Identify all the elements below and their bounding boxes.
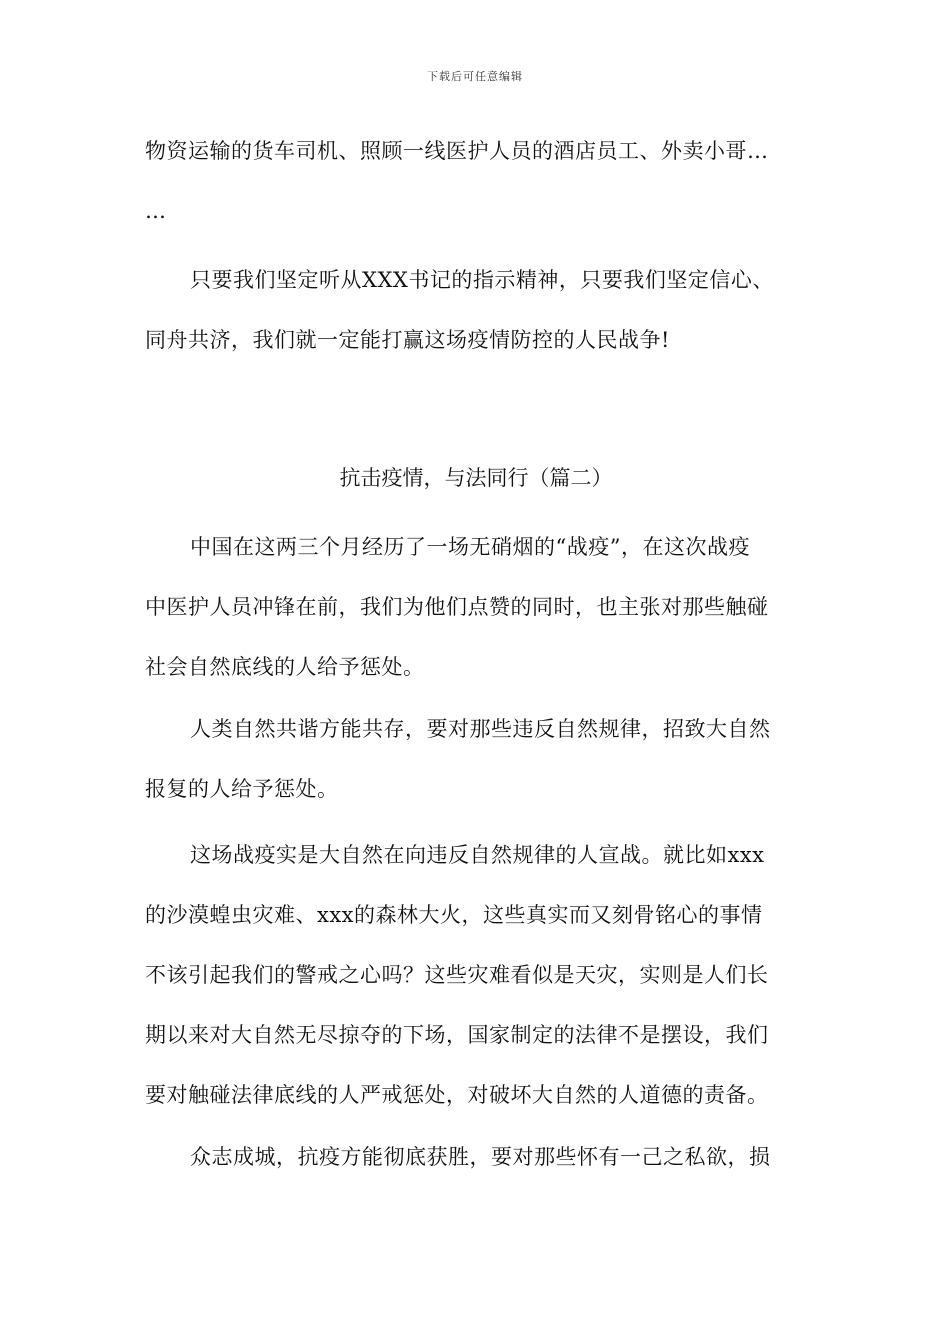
paragraph-line: 众志成城，抗疫方能彻底获胜，要对那些怀有一己之私欲，损 xyxy=(190,1145,771,1169)
paragraph-line: 中国在这两三个月经历了一场无硝烟的“战疫”，在这次战疫 xyxy=(190,535,750,559)
paragraph-line: 期以来对大自然无尽掠夺的下场，国家制定的法律不是摆设，我们 xyxy=(145,1023,769,1047)
paragraph-1 xyxy=(145,133,807,253)
page-header: 下载后可任意编辑 xyxy=(427,70,523,83)
paragraph-5 xyxy=(145,837,807,1137)
paragraph-line: 中医护人员冲锋在前，我们为他们点赞的同时，也主张对那些触碰 xyxy=(145,595,769,619)
paragraph-line: … xyxy=(145,199,167,223)
paragraph-line: 不该引起我们的警戒之心吗？这些灾难看似是天灾，实则是人们长 xyxy=(145,963,769,987)
paragraph-line: 人类自然共谐方能共存，要对那些违反自然规律，招致大自然 xyxy=(190,717,771,741)
paragraph-line: 这场战疫实是大自然在向违反自然规律的人宣战。就比如xxx xyxy=(190,843,765,867)
paragraph-line: 报复的人给予惩处。 xyxy=(145,777,339,801)
paragraph-6 xyxy=(145,1139,807,1199)
paragraph-line: 社会自然底线的人给予惩处。 xyxy=(145,655,425,679)
paragraph-line: 要对触碰法律底线的人严戒惩处，对破坏大自然的人道德的责备。 xyxy=(145,1083,769,1107)
paragraph-line: 只要我们坚定听从XXX书记的指示精神，只要我们坚定信心、 xyxy=(190,268,774,292)
paragraph-line: 同舟共济，我们就一定能打赢这场疫情防控的人民战争! xyxy=(145,328,670,352)
paragraph-2 xyxy=(145,262,807,382)
paragraph-line: 物资运输的货车司机、照顾一线医护人员的酒店员工、外卖小哥… xyxy=(145,139,769,163)
paragraph-3 xyxy=(145,529,807,709)
paragraph-4 xyxy=(145,711,807,831)
section-title: 抗击疫情，与法同行（篇二） xyxy=(339,466,613,490)
paragraph-line: 的沙漠蝗虫灾难、xxx的森林大火，这些真实而又刻骨铭心的事情 xyxy=(145,903,763,927)
